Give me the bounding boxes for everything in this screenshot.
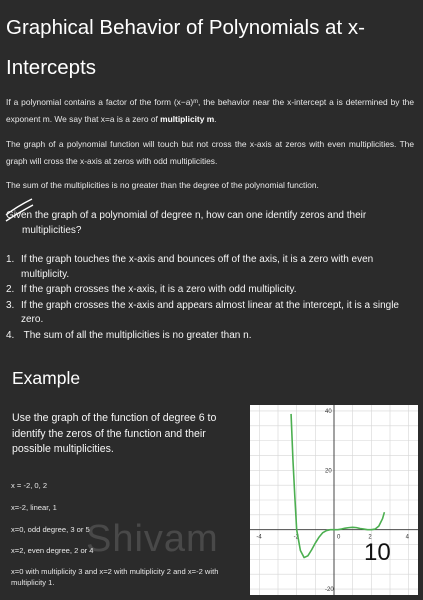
question bbox=[6, 208, 416, 238]
list-item bbox=[6, 299, 416, 328]
x-tick-label: 0 bbox=[337, 534, 341, 541]
x-tick-label: 4 bbox=[405, 534, 410, 541]
list-item bbox=[6, 253, 416, 282]
list-item-text: If the graph crosses the x-axis, it is a zero with odd multiplicity. bbox=[21, 284, 297, 295]
list-item-number: 2. bbox=[6, 284, 15, 295]
list-item-text: If the graph touches the x-axis and bounces off of the axis, it is a zero with even multiplicity. bbox=[21, 254, 374, 280]
definition-end: . bbox=[214, 114, 217, 124]
list-item-text: The sum of all the multiplicities is no greater than n. bbox=[21, 329, 252, 341]
x-tick-label: -2 bbox=[293, 534, 300, 541]
list-item-number: 3. bbox=[6, 299, 15, 311]
answer-zero-0: x=0, odd degree, 3 or 5 bbox=[11, 525, 90, 534]
multiplicity-definition bbox=[6, 94, 414, 128]
answer-summary: x=0 with multiplicity 3 and x=2 with multiplicity 2 and x=-2 with multiplicity 1. bbox=[11, 567, 219, 587]
touch-cross-rule: The graph of a polynomial function will touch but not cross the x-axis at zeros with even multiplicities. The graph will cross the x-axis at zeros with odd multiplicities. bbox=[6, 139, 414, 166]
page-title: Graphical Behavior of Polynomials at x-Intercepts bbox=[6, 16, 365, 79]
answer-zero-2: x=2, even degree, 2 or 4 bbox=[11, 546, 94, 555]
list-item-text: If the graph crosses the x-axis and appears almost linear at the intercept, it is a single zero. bbox=[21, 299, 399, 325]
sum-rule: The sum of the multiplicities is no greater than the degree of the polynomial function. bbox=[6, 180, 319, 190]
x-tick-label: 2 bbox=[368, 534, 372, 541]
graph-canvas bbox=[250, 405, 418, 595]
example-heading: Example bbox=[12, 368, 81, 388]
list-item bbox=[6, 329, 416, 344]
list-item-number: 1. bbox=[6, 254, 15, 265]
polynomial-graph bbox=[250, 405, 418, 595]
answer-zeros: x = -2, 0, 2 bbox=[11, 481, 48, 490]
page-number: 10 bbox=[364, 539, 391, 566]
answer-zero-neg2: x=-2, linear, 1 bbox=[11, 503, 57, 512]
multiplicity-term: multiplicity m bbox=[160, 114, 215, 124]
question-line-2: multiplicities? bbox=[22, 225, 82, 236]
y-tick-label: 40 bbox=[325, 408, 332, 415]
watermark: Shivam bbox=[86, 518, 219, 560]
question-line-1: Given the graph of a polynomial of degree n, how can one identify zeros and their bbox=[6, 210, 367, 221]
x-tick-label: -4 bbox=[256, 534, 262, 541]
list-item-number: 4. bbox=[6, 329, 15, 341]
rules-list bbox=[6, 253, 416, 344]
list-item bbox=[6, 283, 416, 298]
example-description: Use the graph of the function of degree 6 to identify the zeros of the function and their possible multiplicities. bbox=[12, 412, 217, 455]
definition-text: If a polynomial contains a factor of the form (x−a)ᵐ, the behavior near the x-intercept a is determined by the exponent m. We say that x=a is a zero of bbox=[6, 97, 414, 124]
y-tick-label: 20 bbox=[325, 468, 332, 475]
y-tick-label: -20 bbox=[325, 587, 334, 594]
